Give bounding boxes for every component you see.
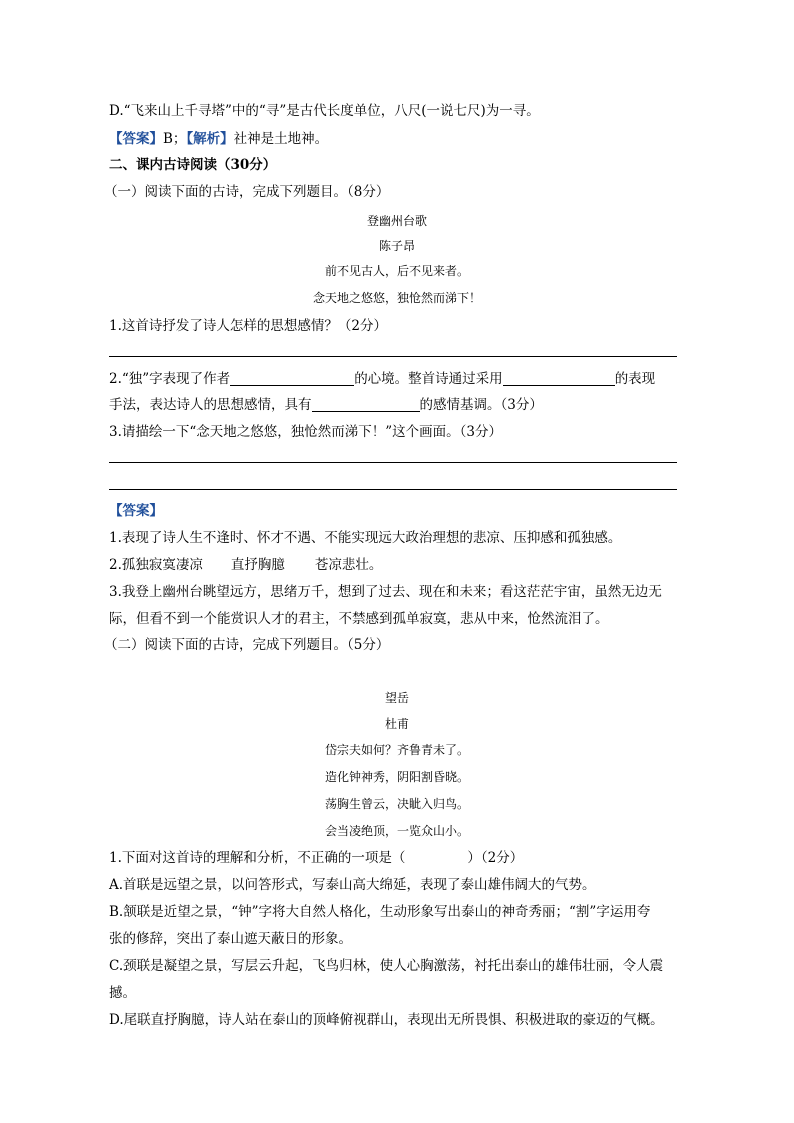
- poem-2-title: 望岳: [384, 691, 409, 705]
- question-1: 1.这首诗抒发了诗人怎样的思想感情？（2分）: [109, 318, 387, 334]
- answer-3-line-1: 3.我登上幽州台眺望远方，思绪万千，想到了过去、现在和未来；看这茫茫宇宙，虽然无边无: [109, 584, 662, 600]
- mc-question-end: ）（2分）: [467, 850, 524, 866]
- poem-2-author: 杜甫: [384, 717, 409, 731]
- section-2-title: 二、课内古诗阅读（30分）: [109, 157, 277, 173]
- answer-line-q3-2[interactable]: [109, 489, 677, 490]
- poem-1-title: 登幽州台歌: [366, 214, 427, 228]
- answer-2-part-1: 2.孤独寂寞凄凉: [109, 557, 203, 573]
- part-1-intro: （一）阅读下面的古诗，完成下列题目。（8分）: [104, 184, 390, 200]
- question-2-line-2: [109, 396, 543, 414]
- answer-2: [109, 556, 382, 574]
- option-c-line-1: C.颈联是凝望之景，写层云升起，飞鸟归林，使人心胸激荡，衬托出泰山的雄伟壮丽，令人震: [109, 958, 664, 974]
- mc-question-text: 1.下面对这首诗的理解和分析，不正确的一项是（: [109, 850, 406, 866]
- answer-2-part-2: 直抒胸臆: [230, 557, 285, 573]
- q2-text-d: 手法，表达诗人的思想感情，具有: [109, 397, 312, 413]
- answer-2-part-3: 苍凉悲壮。: [314, 557, 383, 573]
- poem-2-line-3: 荡胸生曾云，决眦入归鸟。: [324, 797, 469, 811]
- poem-1-author: 陈子昂: [378, 239, 415, 253]
- option-b-line-2: 张的修辞，突出了泰山遮天蔽日的形象。: [109, 931, 352, 947]
- poem-2-line-2: 造化钟神秀，阴阳割昏晓。: [324, 770, 469, 784]
- q2-text-b: 的心境。整首诗通过采用: [354, 371, 503, 387]
- answer-line-1: [109, 130, 328, 148]
- answer-3-line-2: 际，但看不到一个能赏识人才的君主，不禁感到孤单寂寞，悲从中来，怆然流泪了。: [109, 611, 609, 627]
- q2-blank-3[interactable]: [312, 397, 420, 412]
- mc-question: [109, 849, 523, 867]
- poem-1-line-1: 前不见古人，后不见来者。: [324, 264, 469, 278]
- q2-text-e: 的感情基调。（3分）: [419, 397, 543, 413]
- q2-text-a: 2.“独”字表现了作者: [109, 371, 231, 387]
- answer-header: 【答案】: [109, 503, 163, 519]
- answer-tag: 【答案】: [109, 131, 163, 147]
- q2-blank-1[interactable]: [230, 371, 354, 386]
- option-b-line-1: B.颔联是近望之景，“钟”字将大自然人格化，生动形象写出泰山的神奇秀丽；“割”字运用夸: [109, 904, 651, 920]
- answer-line-q1[interactable]: [109, 356, 677, 357]
- answer-value: B；: [163, 131, 187, 147]
- q2-blank-2[interactable]: [503, 371, 615, 386]
- poem-1-line-2: 念天地之悠悠，独怆然而涕下！: [312, 291, 481, 305]
- q2-text-c: 的表现: [614, 371, 656, 387]
- question-3: 3.请描绘一下“念天地之悠悠，独怆然而涕下！”这个画面。（3分）: [109, 424, 503, 440]
- question-2-line-1: [109, 370, 655, 388]
- poem-2-line-4: 会当凌绝顶，一览众山小。: [324, 824, 469, 838]
- option-a: A.首联是远望之景，以问答形式，写泰山高大绵延，表现了泰山雄伟阔大的气势。: [109, 877, 596, 893]
- analysis-tag: 【解析】: [186, 131, 234, 147]
- option-d-previous: D.“飞来山上千寻塔”中的“寻”是古代长度单位，八尺(一说七尺)为一寻。: [109, 103, 540, 119]
- option-d: D.尾联直抒胸臆，诗人站在泰山的顶峰俯视群山，表现出无所畏惧、积极进取的豪迈的气概。: [109, 1012, 664, 1028]
- poem-2-line-1: 岱宗夫如何？齐鲁青未了。: [324, 743, 469, 757]
- option-c-line-2: 撼。: [109, 985, 136, 1001]
- answer-1: 1.表现了诗人生不逢时、怀才不遇、不能实现远大政治理想的悲凉、压抑感和孤独感。: [109, 530, 622, 546]
- answer-line-q3-1[interactable]: [109, 462, 677, 463]
- analysis-text: 社神是土地神。: [233, 131, 329, 147]
- part-2-intro: （二）阅读下面的古诗，完成下列题目。（5分）: [104, 637, 390, 653]
